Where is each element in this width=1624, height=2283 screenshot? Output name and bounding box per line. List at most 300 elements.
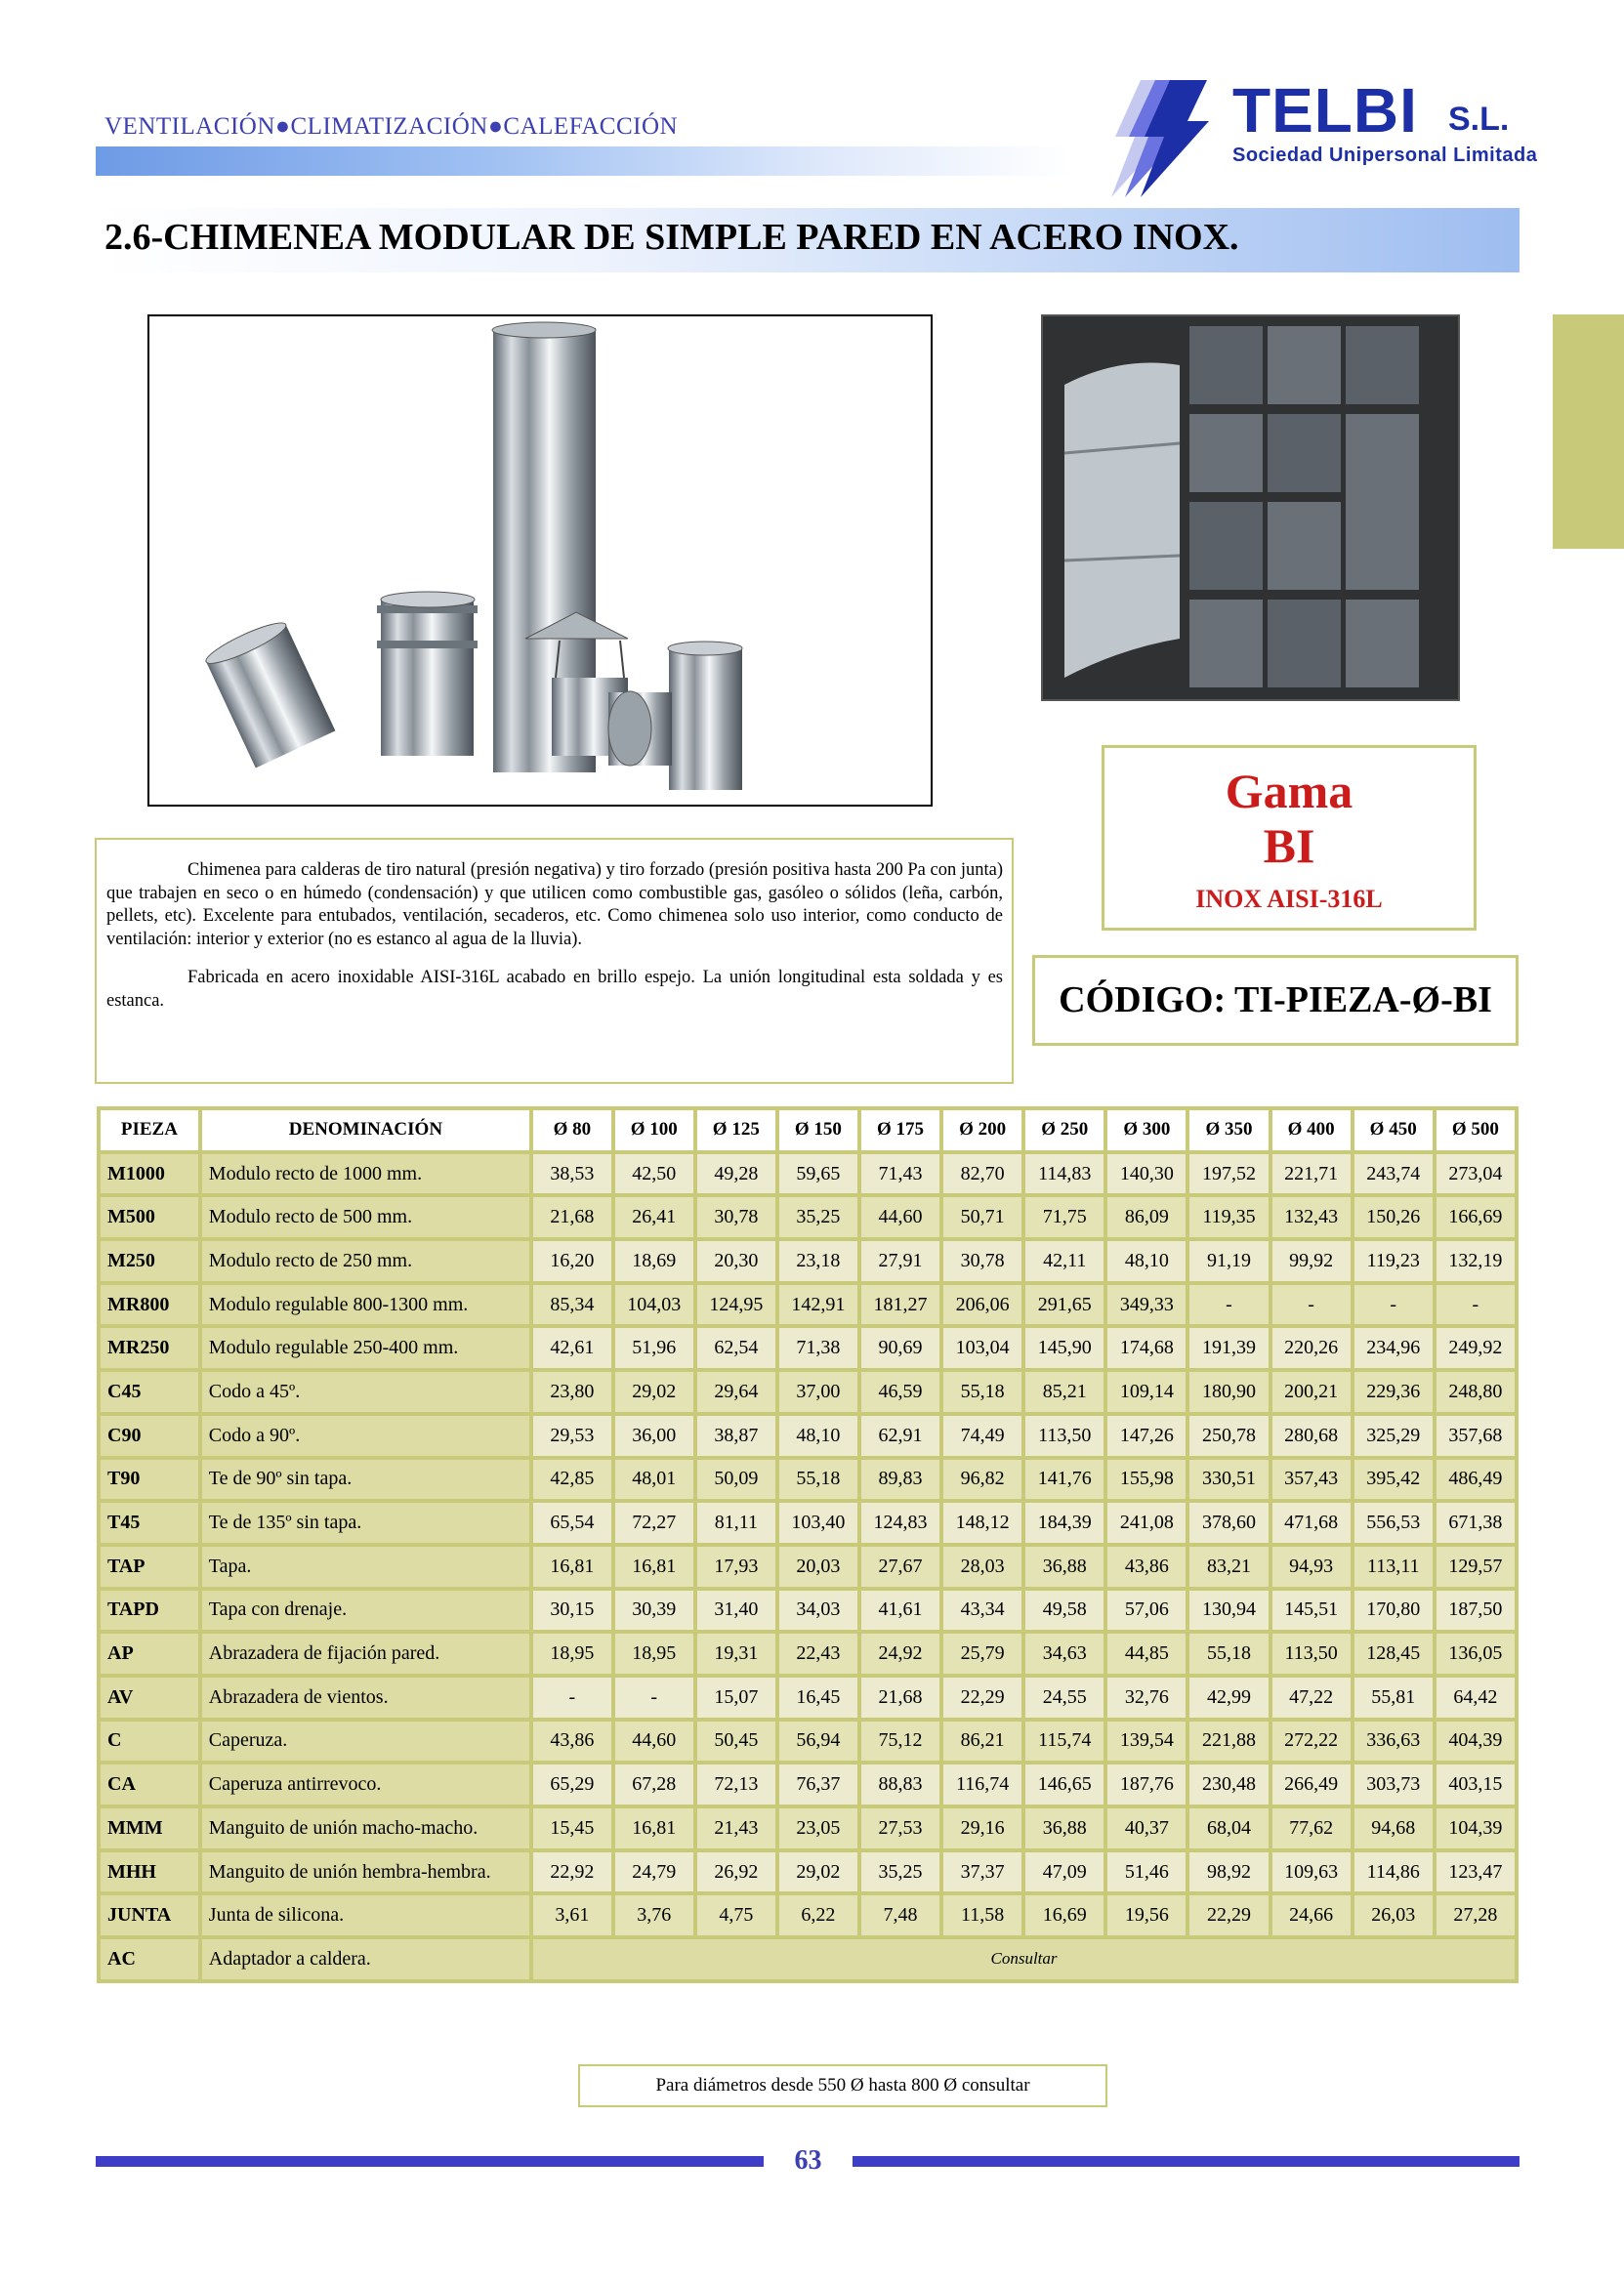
table-row: [101, 1895, 1515, 1935]
price-cell: 43,86: [533, 1722, 611, 1762]
piece-code: TAPD: [101, 1591, 198, 1631]
piece-code: AP: [101, 1634, 198, 1674]
price-cell: 22,29: [1189, 1895, 1268, 1935]
price-cell: 28,03: [943, 1547, 1021, 1587]
price-cell: 88,83: [861, 1764, 939, 1805]
price-cell: 145,90: [1025, 1328, 1103, 1368]
price-cell: 16,69: [1025, 1895, 1103, 1935]
piece-code: TAP: [101, 1547, 198, 1587]
piece-name: Junta de silicona.: [202, 1895, 529, 1935]
piece-name: Abrazadera de fijación pared.: [202, 1634, 529, 1674]
price-cell: 51,96: [615, 1328, 693, 1368]
price-cell: 71,38: [779, 1328, 857, 1368]
price-cell: 38,87: [697, 1416, 775, 1456]
range-title: [1104, 764, 1474, 873]
piece-name: Modulo regulable 250-400 mm.: [202, 1328, 529, 1368]
price-cell: 104,39: [1437, 1808, 1515, 1848]
range-title-line2: BI: [1263, 818, 1315, 873]
price-cell: -: [1437, 1285, 1515, 1325]
price-cell: 7,48: [861, 1895, 939, 1935]
piece-name: Te de 90º sin tapa.: [202, 1460, 529, 1500]
table-row: [101, 1547, 1515, 1587]
price-cell: 43,34: [943, 1591, 1021, 1631]
price-cell: 119,35: [1189, 1197, 1268, 1237]
price-cell: 21,68: [533, 1197, 611, 1237]
price-cell: 85,34: [533, 1285, 611, 1325]
piece-code: T90: [101, 1460, 198, 1500]
price-cell: 71,75: [1025, 1197, 1103, 1237]
piece-name: Manguito de unión hembra-hembra.: [202, 1852, 529, 1892]
price-cell: 123,47: [1437, 1852, 1515, 1892]
price-cell: 96,82: [943, 1460, 1021, 1500]
price-cell: 49,58: [1025, 1591, 1103, 1631]
price-cell: 266,49: [1272, 1764, 1351, 1805]
price-cell: 180,90: [1189, 1372, 1268, 1412]
price-cell: 41,61: [861, 1591, 939, 1631]
price-cell: -: [615, 1678, 693, 1718]
price-cell: 128,45: [1354, 1634, 1433, 1674]
code-box: [1032, 955, 1519, 1046]
table-header-cell: Ø 400: [1272, 1110, 1351, 1150]
piece-name: Modulo recto de 1000 mm.: [202, 1154, 529, 1194]
table-row: [101, 1722, 1515, 1762]
price-cell: 357,43: [1272, 1460, 1351, 1500]
piece-code: C45: [101, 1372, 198, 1412]
price-cell: 471,68: [1272, 1503, 1351, 1543]
price-cell: 6,22: [779, 1895, 857, 1935]
price-cell: 22,92: [533, 1852, 611, 1892]
price-cell: 59,65: [779, 1154, 857, 1194]
piece-name: Tapa con drenaje.: [202, 1591, 529, 1631]
price-cell: 174,68: [1107, 1328, 1186, 1368]
diameter-note: Para diámetros desde 550 Ø hasta 800 Ø consultar: [578, 2064, 1107, 2107]
price-cell: 403,15: [1437, 1764, 1515, 1805]
price-cell: 132,19: [1437, 1241, 1515, 1281]
price-cell: 3,61: [533, 1895, 611, 1935]
price-cell: 19,31: [697, 1634, 775, 1674]
price-cell: 50,71: [943, 1197, 1021, 1237]
logo-suffix: S.L.: [1448, 101, 1510, 138]
price-cell: 395,42: [1354, 1460, 1433, 1500]
price-cell: 86,21: [943, 1722, 1021, 1762]
table-row: [101, 1591, 1515, 1631]
table-row: [101, 1808, 1515, 1848]
price-cell: -: [533, 1678, 611, 1718]
price-cell: 30,78: [697, 1197, 775, 1237]
price-cell: 556,53: [1354, 1503, 1433, 1543]
price-cell: 220,26: [1272, 1328, 1351, 1368]
price-cell: 141,76: [1025, 1460, 1103, 1500]
price-cell: 72,13: [697, 1764, 775, 1805]
price-cell: 113,50: [1025, 1416, 1103, 1456]
price-cell: 74,49: [943, 1416, 1021, 1456]
price-cell: 336,63: [1354, 1722, 1433, 1762]
price-cell: 3,76: [615, 1895, 693, 1935]
price-cell: 44,60: [861, 1197, 939, 1237]
price-cell: 50,45: [697, 1722, 775, 1762]
price-cell: 23,80: [533, 1372, 611, 1412]
table-row: [101, 1372, 1515, 1412]
price-cell: 26,92: [697, 1852, 775, 1892]
price-cell: 16,81: [615, 1547, 693, 1587]
price-cell: 200,21: [1272, 1372, 1351, 1412]
piece-code: M500: [101, 1197, 198, 1237]
price-cell: 148,12: [943, 1503, 1021, 1543]
price-cell: 17,93: [697, 1547, 775, 1587]
table-row: [101, 1154, 1515, 1194]
piece-name: Tapa.: [202, 1547, 529, 1587]
footer-bar-right: [853, 2156, 1520, 2167]
price-cell: 114,86: [1354, 1852, 1433, 1892]
price-cell: 184,39: [1025, 1503, 1103, 1543]
price-cell: 15,07: [697, 1678, 775, 1718]
piece-code: AV: [101, 1678, 198, 1718]
table-row: [101, 1764, 1515, 1805]
table-row: [101, 1852, 1515, 1892]
price-cell: 22,29: [943, 1678, 1021, 1718]
piece-name: Modulo regulable 800-1300 mm.: [202, 1285, 529, 1325]
price-cell: 16,45: [779, 1678, 857, 1718]
price-cell: 181,27: [861, 1285, 939, 1325]
price-cell: 113,11: [1354, 1547, 1433, 1587]
price-cell: 378,60: [1189, 1503, 1268, 1543]
range-title-line1: Gama: [1225, 764, 1353, 818]
footer-bar-left: [96, 2156, 764, 2167]
price-cell: 62,91: [861, 1416, 939, 1456]
piece-name: Caperuza antirrevoco.: [202, 1764, 529, 1805]
price-cell: 280,68: [1272, 1416, 1351, 1456]
logo-subtitle: Sociedad Unipersonal Limitada: [1232, 145, 1538, 166]
price-cell: 44,60: [615, 1722, 693, 1762]
price-cell: 47,22: [1272, 1678, 1351, 1718]
piece-code: C90: [101, 1416, 198, 1456]
price-cell: 29,64: [697, 1372, 775, 1412]
table-header-cell: Ø 200: [943, 1110, 1021, 1150]
price-cell: 248,80: [1437, 1372, 1515, 1412]
side-tab: [1553, 314, 1624, 549]
table-header-cell: Ø 125: [697, 1110, 775, 1150]
price-cell: 187,50: [1437, 1591, 1515, 1631]
price-cell: 25,79: [943, 1634, 1021, 1674]
table-row: [101, 1197, 1515, 1237]
piece-name: Modulo recto de 500 mm.: [202, 1197, 529, 1237]
price-cell: 155,98: [1107, 1460, 1186, 1500]
price-cell: 486,49: [1437, 1460, 1515, 1500]
price-cell: 104,03: [615, 1285, 693, 1325]
price-cell: 197,52: [1189, 1154, 1268, 1194]
piece-name: Caperuza.: [202, 1722, 529, 1762]
range-box: [1102, 745, 1477, 931]
price-cell: 43,86: [1107, 1547, 1186, 1587]
price-cell: 27,53: [861, 1808, 939, 1848]
table-header-cell: Ø 150: [779, 1110, 857, 1150]
price-cell: 48,10: [1107, 1241, 1186, 1281]
price-cell: 65,29: [533, 1764, 611, 1805]
table-row: [101, 1503, 1515, 1543]
price-cell: 29,02: [779, 1852, 857, 1892]
price-cell: 62,54: [697, 1328, 775, 1368]
price-cell: 303,73: [1354, 1764, 1433, 1805]
price-cell: 291,65: [1025, 1285, 1103, 1325]
price-cell: 36,00: [615, 1416, 693, 1456]
piece-name: Codo a 45º.: [202, 1372, 529, 1412]
table-header-row: [101, 1110, 1515, 1150]
table-header-cell: DENOMINACIÓN: [202, 1110, 529, 1150]
price-cell: 18,95: [615, 1634, 693, 1674]
price-cell: 75,12: [861, 1722, 939, 1762]
price-cell: 27,28: [1437, 1895, 1515, 1935]
price-cell: 115,74: [1025, 1722, 1103, 1762]
page-title: 2.6-CHIMENEA MODULAR DE SIMPLE PARED EN ACERO INOX.: [104, 217, 1239, 258]
price-cell: 27,91: [861, 1241, 939, 1281]
price-cell: 90,69: [861, 1328, 939, 1368]
price-cell: 20,03: [779, 1547, 857, 1587]
table-row: [101, 1241, 1515, 1281]
price-cell: 31,40: [697, 1591, 775, 1631]
price-cell: 16,81: [615, 1808, 693, 1848]
price-cell: 55,18: [943, 1372, 1021, 1412]
table-header-cell: PIEZA: [101, 1110, 198, 1150]
product-photo-range: [1041, 314, 1460, 701]
price-cell: 170,80: [1354, 1591, 1433, 1631]
table-header-cell: Ø 175: [861, 1110, 939, 1150]
price-cell: 37,00: [779, 1372, 857, 1412]
price-cell: 98,92: [1189, 1852, 1268, 1892]
price-cell: 330,51: [1189, 1460, 1268, 1500]
piece-name: Codo a 90º.: [202, 1416, 529, 1456]
price-cell: 42,11: [1025, 1241, 1103, 1281]
price-cell: 119,23: [1354, 1241, 1433, 1281]
consult-cell: Consultar: [533, 1939, 1515, 1979]
piece-code: M250: [101, 1241, 198, 1281]
page-number: 63: [794, 2145, 822, 2176]
price-cell: 64,42: [1437, 1678, 1515, 1718]
price-cell: 349,33: [1107, 1285, 1186, 1325]
price-cell: 35,25: [861, 1852, 939, 1892]
price-cell: 32,76: [1107, 1678, 1186, 1718]
price-cell: 24,79: [615, 1852, 693, 1892]
price-cell: 273,04: [1437, 1154, 1515, 1194]
price-cell: 234,96: [1354, 1328, 1433, 1368]
table-header-cell: Ø 80: [533, 1110, 611, 1150]
price-cell: 23,18: [779, 1241, 857, 1281]
price-cell: 116,74: [943, 1764, 1021, 1805]
price-cell: 139,54: [1107, 1722, 1186, 1762]
price-cell: 34,63: [1025, 1634, 1103, 1674]
price-cell: 85,21: [1025, 1372, 1103, 1412]
price-cell: 113,50: [1272, 1634, 1351, 1674]
price-cell: 103,40: [779, 1503, 857, 1543]
price-cell: 44,85: [1107, 1634, 1186, 1674]
price-cell: 230,48: [1189, 1764, 1268, 1805]
price-cell: 76,37: [779, 1764, 857, 1805]
price-cell: 42,50: [615, 1154, 693, 1194]
price-cell: 221,88: [1189, 1722, 1268, 1762]
table-header-cell: Ø 250: [1025, 1110, 1103, 1150]
price-cell: 48,10: [779, 1416, 857, 1456]
description-paragraph: Chimenea para calderas de tiro natural (presión negativa) y tiro forzado (presión positiva hasta 200 Pa con junta) que trabajen en seco o en húmedo (condensación) y que utilicen como combustible gas, gasóleo o sólidos (leña, carbón, pellets, etc). Excelente para entubados, ventilación, secaderos, etc. Como chimenea solo uso interior, como conducto de ventilación: interior y exterior (no es estanco al agua de la lluvia).: [106, 860, 1003, 949]
price-cell: 250,78: [1189, 1416, 1268, 1456]
price-cell: 18,95: [533, 1634, 611, 1674]
price-cell: 142,91: [779, 1285, 857, 1325]
price-cell: 27,67: [861, 1547, 939, 1587]
price-cell: 249,92: [1437, 1328, 1515, 1368]
price-cell: 136,05: [1437, 1634, 1515, 1674]
description-paragraph: Fabricada en acero inoxidable AISI-316L acabado en brillo espejo. La unión longitudinal esta soldada y es estanca.: [106, 968, 1003, 1011]
price-cell: 51,46: [1107, 1852, 1186, 1892]
price-cell: 30,39: [615, 1591, 693, 1631]
price-cell: 23,05: [779, 1808, 857, 1848]
price-cell: 109,14: [1107, 1372, 1186, 1412]
price-cell: 40,37: [1107, 1808, 1186, 1848]
price-cell: 16,20: [533, 1241, 611, 1281]
price-cell: 132,43: [1272, 1197, 1351, 1237]
price-cell: 229,36: [1354, 1372, 1433, 1412]
price-cell: 30,78: [943, 1241, 1021, 1281]
table-row: [101, 1328, 1515, 1368]
price-cell: 29,02: [615, 1372, 693, 1412]
price-cell: 67,28: [615, 1764, 693, 1805]
price-cell: 29,16: [943, 1808, 1021, 1848]
price-cell: 55,18: [1189, 1634, 1268, 1674]
price-cell: 65,54: [533, 1503, 611, 1543]
price-cell: 129,57: [1437, 1547, 1515, 1587]
price-cell: 24,66: [1272, 1895, 1351, 1935]
logo-name: TELBI: [1232, 75, 1418, 145]
price-cell: 241,08: [1107, 1503, 1186, 1543]
price-cell: 68,04: [1189, 1808, 1268, 1848]
price-cell: 140,30: [1107, 1154, 1186, 1194]
chimney-parts-illustration: [149, 316, 931, 805]
price-cell: 26,03: [1354, 1895, 1433, 1935]
table-row: [101, 1634, 1515, 1674]
price-cell: 50,09: [697, 1460, 775, 1500]
price-cell: 18,69: [615, 1241, 693, 1281]
price-cell: 404,39: [1437, 1722, 1515, 1762]
piece-code: AC: [101, 1939, 198, 1979]
price-cell: 42,61: [533, 1328, 611, 1368]
price-cell: 42,85: [533, 1460, 611, 1500]
price-cell: 20,30: [697, 1241, 775, 1281]
table-row: [101, 1678, 1515, 1718]
price-cell: 57,06: [1107, 1591, 1186, 1631]
piece-name: Adaptador a caldera.: [202, 1939, 529, 1979]
price-cell: 82,70: [943, 1154, 1021, 1194]
price-cell: 37,37: [943, 1852, 1021, 1892]
price-cell: 109,63: [1272, 1852, 1351, 1892]
price-cell: 671,38: [1437, 1503, 1515, 1543]
piece-name: Modulo recto de 250 mm.: [202, 1241, 529, 1281]
price-cell: 206,06: [943, 1285, 1021, 1325]
price-cell: 36,88: [1025, 1547, 1103, 1587]
table-header-cell: Ø 300: [1107, 1110, 1186, 1150]
price-cell: -: [1189, 1285, 1268, 1325]
product-photo-main: [147, 314, 933, 807]
price-cell: 243,74: [1354, 1154, 1433, 1194]
table-header-cell: Ø 100: [615, 1110, 693, 1150]
price-cell: 187,76: [1107, 1764, 1186, 1805]
price-cell: 26,41: [615, 1197, 693, 1237]
price-cell: 94,68: [1354, 1808, 1433, 1848]
piece-code: CA: [101, 1764, 198, 1805]
price-cell: 48,01: [615, 1460, 693, 1500]
piece-name: Abrazadera de vientos.: [202, 1678, 529, 1718]
piece-code: MMM: [101, 1808, 198, 1848]
price-cell: 71,43: [861, 1154, 939, 1194]
price-cell: 191,39: [1189, 1328, 1268, 1368]
piece-code: MR250: [101, 1328, 198, 1368]
price-cell: 24,55: [1025, 1678, 1103, 1718]
price-cell: 21,68: [861, 1678, 939, 1718]
piece-code: JUNTA: [101, 1895, 198, 1935]
piece-name: Te de 135º sin tapa.: [202, 1503, 529, 1543]
price-cell: 145,51: [1272, 1591, 1351, 1631]
price-cell: 42,99: [1189, 1678, 1268, 1718]
header-tagline: VENTILACIÓN●CLIMATIZACIÓN●CALEFACCIÓN: [104, 113, 679, 140]
price-cell: 130,94: [1189, 1591, 1268, 1631]
price-cell: 30,15: [533, 1591, 611, 1631]
price-cell: 22,43: [779, 1634, 857, 1674]
price-cell: 91,19: [1189, 1241, 1268, 1281]
price-cell: 272,22: [1272, 1722, 1351, 1762]
price-cell: 146,65: [1025, 1764, 1103, 1805]
price-cell: 35,25: [779, 1197, 857, 1237]
price-cell: 46,59: [861, 1372, 939, 1412]
price-cell: 38,53: [533, 1154, 611, 1194]
price-cell: 325,29: [1354, 1416, 1433, 1456]
price-table: [97, 1106, 1519, 1983]
price-cell: 29,53: [533, 1416, 611, 1456]
price-cell: 147,26: [1107, 1416, 1186, 1456]
table-row: [101, 1939, 1515, 1979]
price-cell: 89,83: [861, 1460, 939, 1500]
price-cell: 21,43: [697, 1808, 775, 1848]
table-row: [101, 1285, 1515, 1325]
price-cell: 47,09: [1025, 1852, 1103, 1892]
price-cell: 124,95: [697, 1285, 775, 1325]
price-cell: 94,93: [1272, 1547, 1351, 1587]
piece-code: T45: [101, 1503, 198, 1543]
price-cell: 86,09: [1107, 1197, 1186, 1237]
price-cell: 55,18: [779, 1460, 857, 1500]
table-header-cell: Ø 450: [1354, 1110, 1433, 1150]
piece-name: Manguito de unión macho-macho.: [202, 1808, 529, 1848]
price-cell: 83,21: [1189, 1547, 1268, 1587]
price-cell: 49,28: [697, 1154, 775, 1194]
piece-code: M1000: [101, 1154, 198, 1194]
price-cell: 15,45: [533, 1808, 611, 1848]
table-row: [101, 1460, 1515, 1500]
price-cell: 166,69: [1437, 1197, 1515, 1237]
price-cell: 103,04: [943, 1328, 1021, 1368]
price-cell: 221,71: [1272, 1154, 1351, 1194]
price-cell: 99,92: [1272, 1241, 1351, 1281]
price-cell: 4,75: [697, 1895, 775, 1935]
price-cell: 357,68: [1437, 1416, 1515, 1456]
price-cell: 16,81: [533, 1547, 611, 1587]
piece-code: C: [101, 1722, 198, 1762]
price-cell: 72,27: [615, 1503, 693, 1543]
price-cell: 11,58: [943, 1895, 1021, 1935]
table-header-cell: Ø 500: [1437, 1110, 1515, 1150]
parts-grid-illustration: [1043, 316, 1458, 699]
piece-code: MHH: [101, 1852, 198, 1892]
header-gradient-bar: [96, 146, 1072, 176]
price-cell: 19,56: [1107, 1895, 1186, 1935]
price-cell: 55,81: [1354, 1678, 1433, 1718]
price-cell: -: [1272, 1285, 1351, 1325]
price-cell: 77,62: [1272, 1808, 1351, 1848]
